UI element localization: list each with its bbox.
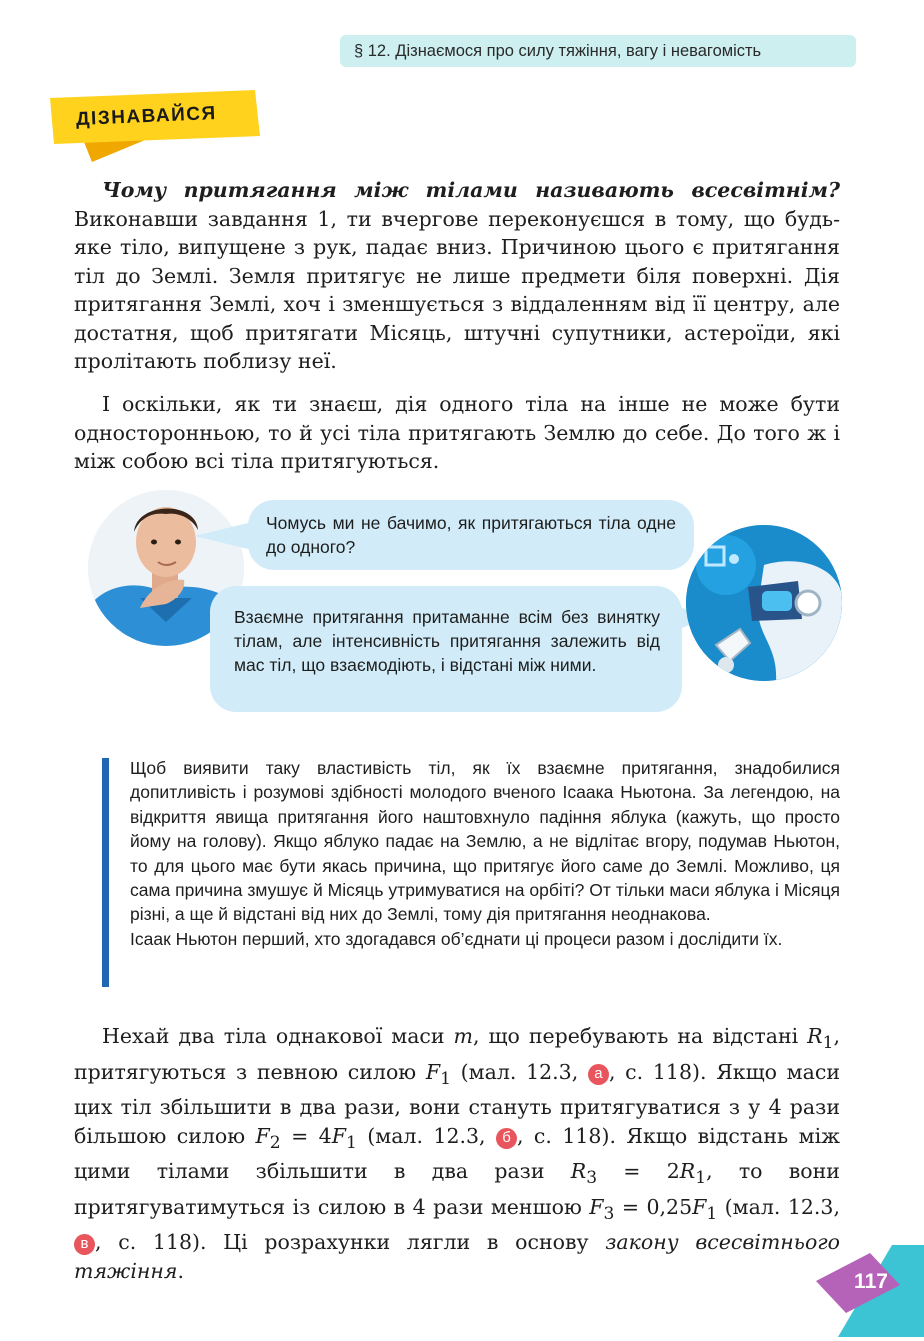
- bubble-1-tail: [194, 522, 252, 550]
- p3-text-9: (мал. 12.3,: [717, 1194, 840, 1219]
- p3-text-5: , с. 118). Якщо маси цих тіл збільшити в два рази, вони стануть притягуватися з у 4 рази більшою силою: [74, 1059, 840, 1148]
- figure-letter-a: а: [588, 1064, 609, 1085]
- p3-text-1: Нехай два тіла однакової маси: [102, 1024, 454, 1048]
- var-m: m: [453, 1024, 473, 1048]
- paragraph-3: [74, 1022, 840, 1285]
- robot-avatar-image: [686, 525, 842, 681]
- learn-badge: [50, 90, 265, 170]
- p3-text-11: .: [177, 1258, 184, 1283]
- sub-f1b: 1: [345, 1132, 357, 1153]
- p3-text-3: , притягуються з певною силою: [74, 1024, 840, 1084]
- newton-note: [130, 756, 840, 951]
- figure-letter-v: в: [74, 1234, 95, 1255]
- page-number-tab: [800, 1245, 924, 1337]
- p3-text-10: , с. 118). Ці розрахунки лягли в основу: [95, 1230, 606, 1255]
- p3-text-8: , то вони притягуватимуться із силою в 4 рази меншою: [74, 1159, 840, 1219]
- section-title: § 12. Дізнаємося про силу тяжіння, вагу і невагомість: [354, 41, 762, 60]
- paragraph-2: [74, 390, 840, 476]
- p3-text-7: , с. 118). Якщо відстань між цими тілами збільшити в два рази: [74, 1123, 840, 1184]
- var-f1b: F: [331, 1123, 346, 1148]
- p3-text-4: (мал. 12.3,: [450, 1059, 588, 1084]
- var-r3: R: [570, 1159, 587, 1184]
- figure-letter-b: б: [496, 1128, 517, 1149]
- law-name: закону всесвітнього тяжіння: [74, 1230, 840, 1283]
- sub-r1b: 1: [695, 1168, 707, 1189]
- sub-f2: 2: [269, 1132, 281, 1153]
- sub-r3: 3: [586, 1168, 598, 1189]
- section-header: [340, 35, 856, 67]
- p3-text-6: (мал. 12.3,: [356, 1123, 496, 1148]
- var-f1: F: [425, 1059, 441, 1084]
- sub-r1: 1: [822, 1033, 834, 1054]
- var-r1b: R: [679, 1159, 696, 1184]
- p3-eq-2: = 2: [597, 1159, 680, 1184]
- note-text-1: Щоб виявити таку властивість тіл, як їх взаємне притягання, знадобилися допитливість і розумові здібності молодого вченого Ісаака Ньютона. За легендою, на відкриття явища притягання його наштовхнуло падіння яблука (кажуть, що просто йому на голову). Якщо яблуко падає на Землю, а не відлітає вгору, подумав Ньютон, то для цього має бути якась причина, що притягує його саме до Землі. Можливо, ця сама причина змушує й Місяць утримуватися на орбіті? От тільки маси яблука і Місяця різні, а ще й відстані від них до Землі, тому дія притягання неоднакова.: [130, 758, 840, 925]
- note-text-2: Ісаак Ньютон перший, хто здогадався об’єднати ці процеси разом і дослідити їх.: [130, 928, 783, 949]
- p3-eq-3: = 0,25: [614, 1194, 693, 1219]
- paragraph-2-text: І оскільки, як ти знаєш, дія одного тіла на інше не може бути односторонньою, то й усі тіла притягають Землю до себе. До того ж і між собою всі тіла притягуються.: [74, 392, 840, 473]
- sub-f1: 1: [440, 1068, 451, 1089]
- lead-question: Чому притягання між тілами називають всесвітнім?: [102, 178, 840, 202]
- answer-text: Взаємне притягання притаманне всім без винятку тілам, але інтенсивність притягання залежить від мас тіл, що взаємодіють, і відстані між ними.: [234, 607, 660, 675]
- note-accent-bar: [102, 758, 109, 987]
- var-f1c: F: [692, 1194, 707, 1219]
- var-f2: F: [255, 1123, 270, 1148]
- paragraph-1-text: Виконавши завдання 1, ти вчергове переконуєшся в тому, що будь-яке тіло, випущене з рук, падає вниз. Причиною цього є притягання тіл до Землі. Земля притягує не лише предмети біля поверхні. Дія притягання Землі, хоч і зменшується з віддаленням від її центру, але достатня, щоб притягати Місяць, штучні супутники, астероїди, які пролітають поблизу неї.: [74, 206, 840, 373]
- badge-label: ДІЗНАВАЙСЯ: [75, 102, 218, 131]
- paragraph-1: [74, 176, 840, 376]
- p3-text-2: , що перебувають на відстані: [473, 1024, 808, 1048]
- sub-f1c: 1: [706, 1203, 718, 1224]
- var-f3: F: [589, 1194, 604, 1219]
- question-bubble: [248, 500, 694, 570]
- question-text: Чомусь ми не бачимо, як притягаються тіла одне до одного?: [266, 513, 676, 557]
- p3-eq-1: = 4: [280, 1123, 332, 1148]
- sub-f3: 3: [603, 1203, 615, 1224]
- answer-bubble: [210, 586, 682, 712]
- var-r1: R: [807, 1024, 823, 1048]
- page-number: 117: [854, 1270, 888, 1293]
